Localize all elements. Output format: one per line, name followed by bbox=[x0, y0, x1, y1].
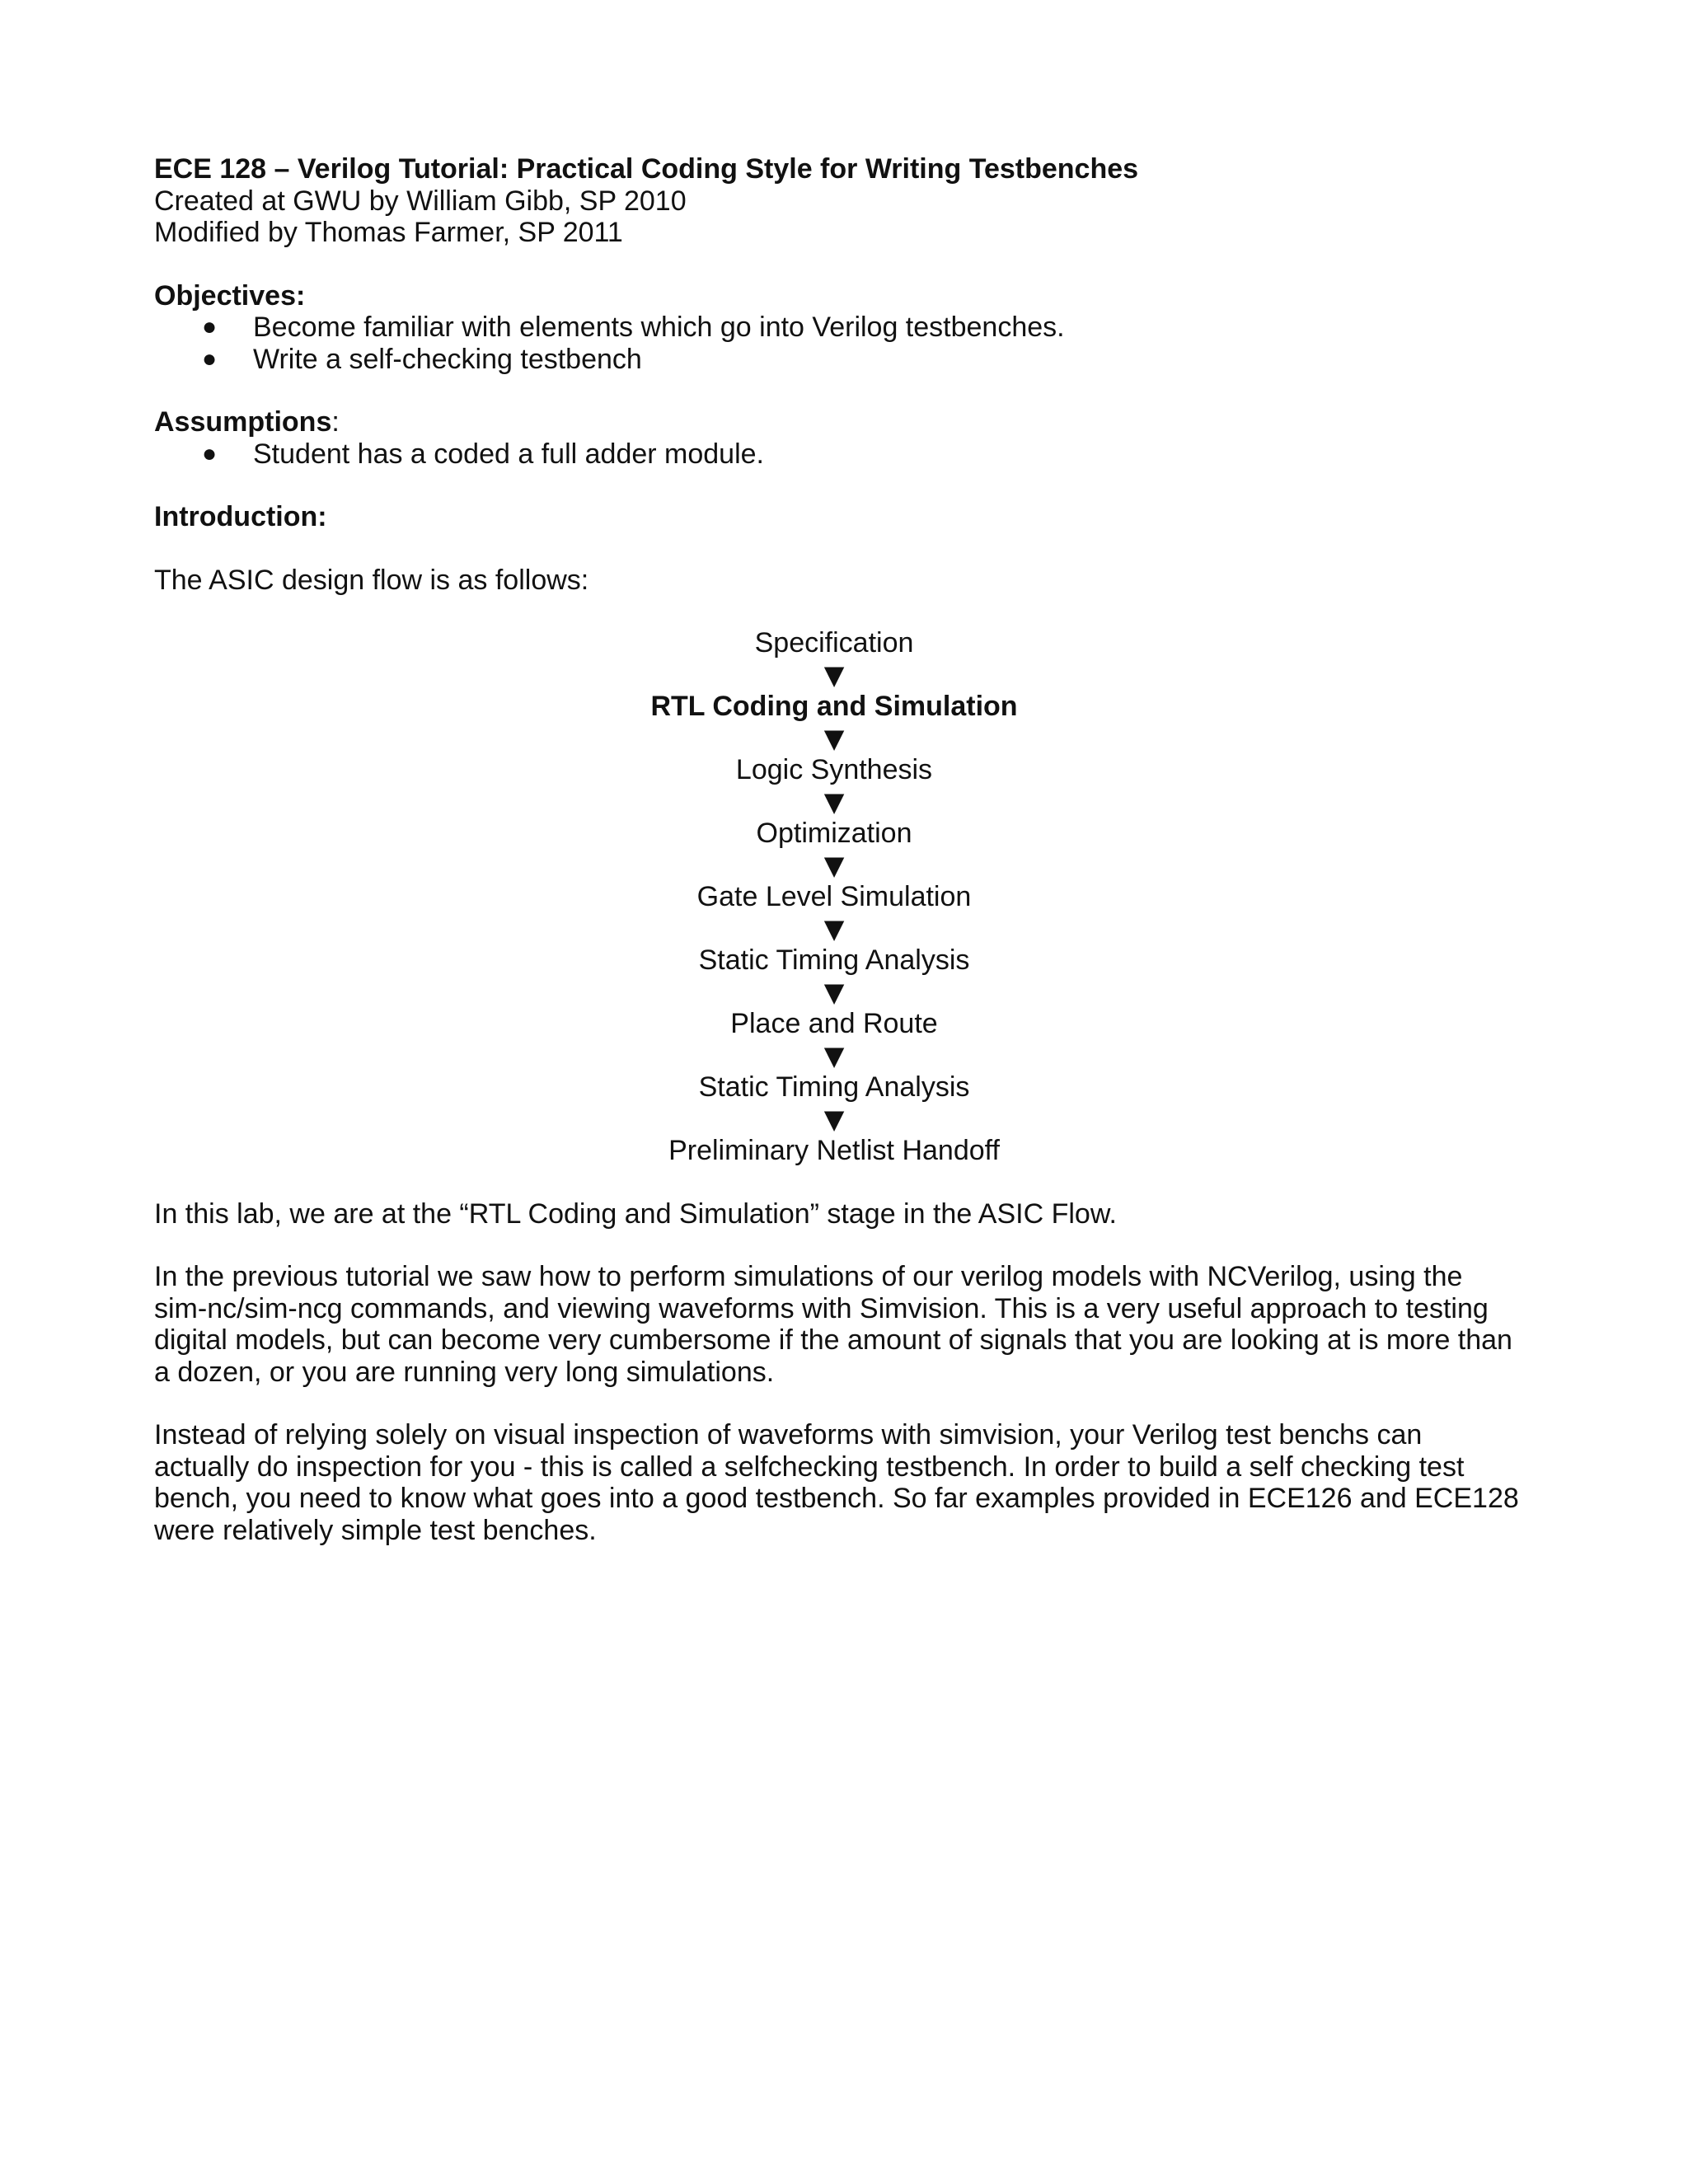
down-arrow-icon: ▼ bbox=[823, 1103, 845, 1135]
flow-step-static-timing-analysis: Static Timing Analysis bbox=[698, 944, 970, 976]
paragraph-selfchecking: Instead of relying solely on visual inspection of waveforms with simvision, your Verilog test benchs can actually do inspection for you - this is called a selfchecking testbench. In order to build a self checking test bench, you need to know what goes into a good testbench. So far examples provided in ECE126 and ECE128 were relatively simple test benches. bbox=[154, 1419, 1519, 1546]
bullet-icon: ● bbox=[202, 439, 218, 467]
objective-text: Become familiar with elements which go into Verilog testbenches. bbox=[253, 312, 1065, 343]
flow-step-specification: Specification bbox=[754, 627, 914, 658]
flow-step-gate-level-simulation: Gate Level Simulation bbox=[696, 881, 972, 912]
assumptions-heading-line bbox=[154, 406, 1547, 438]
assumptions-list bbox=[154, 438, 1547, 471]
assumptions-heading: Assumptions bbox=[154, 406, 332, 438]
flow-step-netlist-handoff: Preliminary Netlist Handoff bbox=[668, 1135, 1000, 1166]
assumptions-colon: : bbox=[331, 406, 340, 438]
down-arrow-icon: ▼ bbox=[823, 976, 845, 1008]
introduction-heading: Introduction: bbox=[154, 501, 327, 532]
flow-step-static-timing-analysis-2: Static Timing Analysis bbox=[698, 1071, 970, 1103]
paragraph-previous-tutorial: In the previous tutorial we saw how to perform simulations of our verilog models with NCVerilog, using the sim-nc/sim-ncg commands, and viewing waveforms with Simvision. This is a very useful approach to testing digital models, but can become very cumbersome if the amount of signals that you are looking at is more than a dozen, or you are running very long simulations. bbox=[154, 1261, 1512, 1388]
down-arrow-icon: ▼ bbox=[823, 722, 845, 754]
list-item bbox=[154, 312, 1547, 344]
flow-step-optimization: Optimization bbox=[756, 818, 912, 849]
paragraph-rtl-stage: In this lab, we are at the “RTL Coding and Simulation” stage in the ASIC Flow. bbox=[154, 1197, 1117, 1230]
flow-intro-text: The ASIC design flow is as follows: bbox=[154, 564, 589, 596]
objectives-list bbox=[154, 312, 1547, 375]
objective-text: Write a self-checking testbench bbox=[253, 343, 642, 375]
flow-step-rtl-coding: RTL Coding and Simulation bbox=[650, 691, 1018, 722]
flow-step-logic-synthesis: Logic Synthesis bbox=[735, 754, 933, 785]
list-item bbox=[154, 344, 1547, 376]
bullet-icon: ● bbox=[202, 344, 218, 373]
flow-step-place-and-route: Place and Route bbox=[730, 1008, 938, 1039]
down-arrow-icon: ▼ bbox=[823, 658, 845, 691]
down-arrow-icon: ▼ bbox=[823, 785, 845, 818]
document-title: ECE 128 – Verilog Tutorial: Practical Coding Style for Writing Testbenches bbox=[154, 153, 1139, 185]
asic-design-flow bbox=[154, 627, 1514, 1167]
document-page bbox=[154, 153, 1547, 1546]
modified-by-line: Modified by Thomas Farmer, SP 2011 bbox=[154, 217, 623, 248]
objectives-heading: Objectives: bbox=[154, 279, 306, 312]
down-arrow-icon: ▼ bbox=[823, 1039, 845, 1071]
down-arrow-icon: ▼ bbox=[823, 849, 845, 881]
list-item bbox=[154, 438, 1547, 471]
assumption-text: Student has a coded a full adder module. bbox=[253, 438, 764, 470]
bullet-icon: ● bbox=[202, 313, 218, 340]
created-by-line: Created at GWU by William Gibb, SP 2010 bbox=[154, 185, 687, 217]
down-arrow-icon: ▼ bbox=[823, 912, 845, 944]
